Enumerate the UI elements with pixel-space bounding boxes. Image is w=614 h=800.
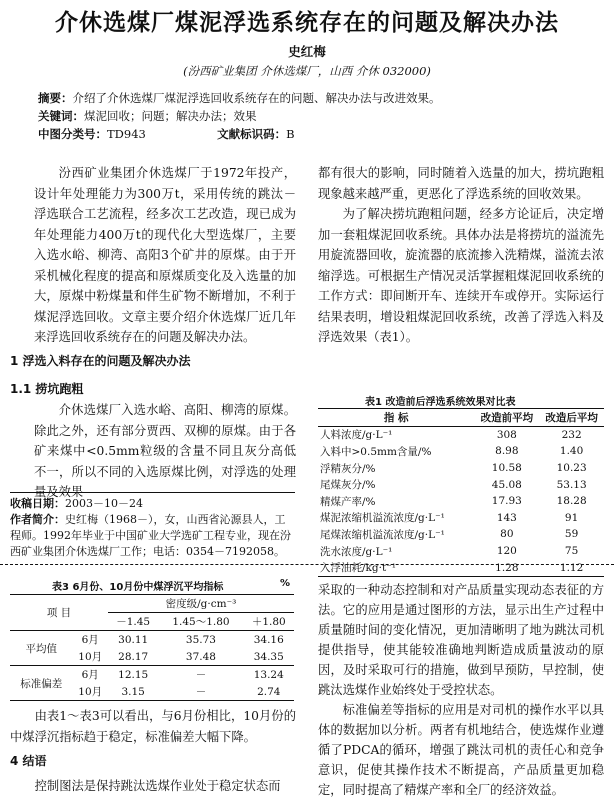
table-cell: 10.23 <box>556 462 587 475</box>
keywords-text: 煤泥回收；问题；解决办法；效果 <box>84 109 257 123</box>
table-1-header: 指 标 <box>383 411 409 424</box>
section-1-heading: 1 浮选入料存在的问题及解决办法 <box>10 354 191 368</box>
abstract-label: 摘要： <box>38 91 73 105</box>
table-cell: 洗水浓度/g·L⁻¹ <box>320 545 393 558</box>
table-cell: 80 <box>500 528 514 541</box>
table-3-col-header: －1.45 <box>116 616 151 628</box>
table-3-density-header: 密度级/g·cm⁻³ <box>108 595 294 613</box>
table-cell: 入料中>0.5mm含量/% <box>320 445 432 458</box>
table-3-group-label: 平均值 <box>25 642 57 655</box>
table-row <box>318 559 604 576</box>
table-cell: 17.93 <box>491 495 522 508</box>
table-cell: 2.74 <box>257 685 281 698</box>
table-cell: 120 <box>496 545 517 558</box>
doc-code-value: B <box>286 127 295 141</box>
conclusion-paragraph: 控制图法是保持跳汰选煤作业处于稳定状态而 <box>34 779 281 793</box>
table-cell: 91 <box>564 511 579 524</box>
solution-paragraph: 为了解决捞坑跑粗问题，经多方论证后，决定增加一套粗煤泥回收系统。具体办法是将捞坑的溢流先用旋流器回收，旋流器的底流掺入洗精煤，溢流去浓缩浮选。可根据生产情况灵活掌握粗煤泥回收系统的工作方式：即间断开车、连续开车或停开。实际运行结果表明，增设粗煤泥回收系统，改善了浮选入料及浮选效果（表1）。 <box>318 207 604 344</box>
table-3-col-header: ＋1.80 <box>251 616 286 628</box>
table-cell: 人料浓度/g·L⁻¹ <box>320 429 393 442</box>
table-cell: 13.24 <box>253 668 284 681</box>
table-1-caption: 表1 改造前后浮选系统效果对比表 <box>365 397 516 408</box>
section-4-heading: 4 结语 <box>10 754 47 768</box>
table-cell: 10.58 <box>491 462 522 475</box>
table-cell: 45.08 <box>491 478 522 491</box>
keywords <box>38 108 257 124</box>
table-row <box>318 460 604 477</box>
table-3-item-header: 项 目 <box>10 595 108 631</box>
right-column-text <box>318 163 604 348</box>
table-cell: 10月 <box>78 686 103 698</box>
table-cell: 308 <box>496 428 517 441</box>
class-label: 中图分类号： <box>38 127 107 141</box>
table-1 <box>318 408 604 577</box>
classification <box>38 126 295 142</box>
table-cell: 59 <box>564 528 579 541</box>
footnote: 收稿日期：2003－10－24 作者简介：史红梅（1968－），女，山西省沁源县人，工程师。1992年毕业于中国矿业大学选矿工程专业，现在汾西矿业集团介休选煤厂工作；电话：0354－7192058。 <box>10 497 291 558</box>
table-cell: 浮精灰分/% <box>320 462 376 475</box>
section-1-1-paragraph: 介休选煤厂入选水峪、高阳、柳湾的原煤。除此之外，还有部分贾西、双柳的原煤。由于各矿来煤中<0.5mm粒级的含量不同且灰分高低不一，所以不同的入选原煤比例，对浮选的处理量及效果 <box>34 403 296 499</box>
section-1-1-heading: 1.1 捞坑跑粗 <box>10 382 84 396</box>
table-1-header: 改造后平均 <box>545 411 598 424</box>
table-cell: 34.35 <box>253 650 284 663</box>
keywords-label: 关键词： <box>38 109 84 123</box>
bottom-right-text <box>318 580 604 800</box>
table-3-caption: 表3 6月份、10月份中煤浮沉平均指标 <box>52 582 224 593</box>
table-row <box>318 510 604 527</box>
intro-paragraph: 汾西矿业集团介休选煤厂于1972年投产，设计年处理能力为300万t，采用传统的跳汰－浮选联合工艺流程，经多次工艺改造，现已成为年处理能力400万t的现代化大型选煤厂，主要入选水峪、柳湾、高阳3个矿井的原煤。由于开采机械化程度的提高和原煤质变化及入选量的加大，原煤中粉煤量和伴生矿物不断增加，不利于煤泥浮选回收。文章主要介绍介休选煤厂近几年来浮选回收系统存在的问题及解决办法。 <box>34 166 296 344</box>
table-cell: 1.40 <box>559 445 584 458</box>
table-cell: 1.28 <box>495 561 519 574</box>
table-row <box>318 426 604 443</box>
table-cell: 53.13 <box>556 478 587 491</box>
table-1-body <box>318 426 604 576</box>
table-cell: 18.28 <box>556 495 587 508</box>
table-row <box>318 543 604 560</box>
table-cell: 12.15 <box>118 668 149 681</box>
abstract <box>38 90 441 106</box>
table-cell: 37.48 <box>185 650 216 663</box>
table-cell: 1.12 <box>559 561 584 574</box>
table-3-unit: % <box>280 578 291 589</box>
author-bio: 史红梅（1968－），女，山西省沁源县人，工程师。1992年毕业于中国矿业大学选矿工程专业，现在汾西矿业集团介休选煤厂工作；电话：0354－7192058。 <box>10 513 291 558</box>
table-cell: － <box>195 686 207 698</box>
table-cell: 入浮油耗/kg·t⁻¹ <box>320 562 396 575</box>
table-cell: 30.11 <box>118 633 149 646</box>
table-cell: 6月 <box>81 634 99 646</box>
tables-summary-paragraph: 由表1～表3可以看出，与6月份相比，10月份的中煤浮沉指标趋于稳定，标准偏差大幅下降。 <box>10 709 296 744</box>
table-cell: 煤泥浓缩机溢流浓度/g·L⁻¹ <box>320 512 445 525</box>
std-dev-paragraph: 标准偏差等指标的应用是对司机的操作水平以具体的数据加以分析。两者有机地结合，使选煤作业遵循了PDCA的循环，增强了跳汰司机的责任心和竞争意识，促使其操作技术不断提高，产品质量更加稳定，同时提高了精煤产率和全厂的经济效益。 <box>318 703 604 797</box>
table-3-group-label: 标准偏差 <box>20 677 63 690</box>
table-row <box>318 476 604 493</box>
section-divider <box>0 564 614 565</box>
abstract-text: 介绍了介休选煤厂煤泥浮选回收系统存在的问题、解决办法与改进效果。 <box>72 91 441 105</box>
table-cell: 34.16 <box>253 633 284 646</box>
table-row <box>318 526 604 543</box>
table-cell: － <box>195 669 207 681</box>
table-row <box>318 493 604 510</box>
paper-title: 介休选煤厂煤泥浮选系统存在的问题及解决办法 <box>55 10 559 36</box>
table-cell: 6月 <box>81 669 99 681</box>
table-3-col-header: 1.45～1.80 <box>172 616 230 628</box>
footnote-rule <box>10 492 295 493</box>
table-row <box>318 443 604 460</box>
table-cell: 尾煤灰分/% <box>320 479 376 492</box>
table-cell: 精煤产率/% <box>320 495 376 508</box>
table-cell: 8.98 <box>495 445 519 458</box>
table-cell: 75 <box>564 545 579 558</box>
control-chart-paragraph: 采取的一种动态控制和对产品质量实现动态表征的方法。它的应用是通过图形的方法，显示出生产过程中质量随时间的变化情况，更加清晰明了地为跳汰司机提供指导，使其能较准确地判断造成质量波动的原因，及时采取可行的措施，做到早预防，早控制，使跳汰选煤作业始终处于受控状态。 <box>318 583 604 697</box>
table-cell: 3.15 <box>121 685 145 698</box>
class-value: TD943 <box>107 127 146 141</box>
table-cell: 尾煤浓缩机溢流浓度/g·L⁻¹ <box>320 528 445 541</box>
continued-paragraph: 都有很大的影响，同时随着入选量的加大，捞坑跑粗现象越来越严重，更恶化了浮选系统的回收效果。 <box>318 166 604 201</box>
table-cell: 35.73 <box>185 633 216 646</box>
affiliation: (汾西矿业集团 介休选煤厂，山西 介休 032000) <box>183 64 431 78</box>
received-date: 2003－10－24 <box>65 497 143 510</box>
table-cell: 232 <box>561 428 582 441</box>
doc-code-label: 文献标识码： <box>217 127 287 141</box>
table-cell: 28.17 <box>118 650 149 663</box>
table-1-header: 改造前平均 <box>480 411 534 424</box>
author-name: 史红梅 <box>288 44 326 59</box>
table-cell: 10月 <box>78 651 103 663</box>
table-3 <box>10 594 294 701</box>
table-cell: 143 <box>496 511 517 524</box>
